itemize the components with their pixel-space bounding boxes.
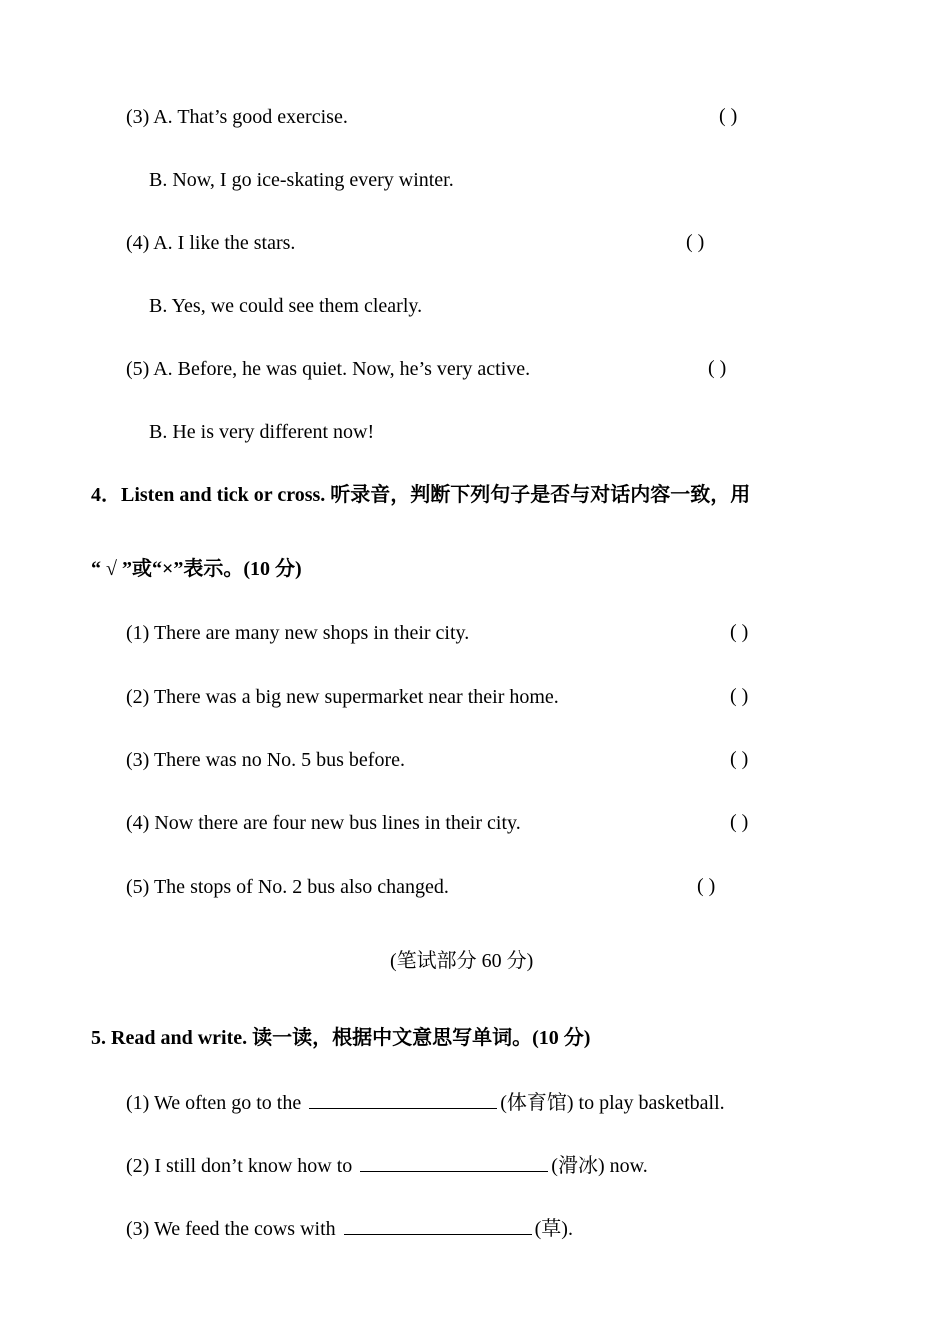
item-number: (1) bbox=[126, 622, 150, 644]
q3-item-5-option-a bbox=[126, 357, 530, 381]
answer-paren[interactable]: ( ) bbox=[697, 875, 716, 897]
item-number: (5) bbox=[126, 876, 150, 898]
section-4-heading: 4．Listen and tick or cross. 听录音，判断下列句子是否与对话内容一致，用 bbox=[91, 484, 751, 506]
s4-item-5 bbox=[126, 875, 449, 899]
answer-paren[interactable]: ( ) bbox=[686, 231, 705, 253]
section-4-heading-cont: “ √ ”或“×”表示。(10 分) bbox=[91, 558, 302, 580]
item-text: There are many new shops in their city. bbox=[153, 622, 470, 644]
item-number: (4) bbox=[126, 232, 150, 254]
answer-paren[interactable]: ( ) bbox=[730, 748, 749, 770]
item-number: (1) bbox=[126, 1092, 150, 1114]
item-text-before: We feed the cows with bbox=[153, 1218, 336, 1240]
chinese-hint: (草) bbox=[534, 1218, 568, 1240]
answer-paren[interactable]: ( ) bbox=[730, 621, 749, 643]
item-text-after: now. bbox=[604, 1155, 648, 1177]
q3-item-4-option-a bbox=[126, 231, 295, 255]
s4-item-4 bbox=[126, 811, 521, 835]
section-5-heading: 5. Read and write. 读一读，根据中文意思写单词。(10 分) bbox=[91, 1027, 591, 1049]
item-text: There was a big new supermarket near their home. bbox=[153, 686, 559, 708]
item-number: (3) bbox=[126, 1218, 150, 1240]
answer-paren[interactable]: ( ) bbox=[730, 685, 749, 707]
s5-item-3 bbox=[126, 1216, 573, 1241]
item-number: (5) bbox=[126, 358, 150, 380]
item-number: (2) bbox=[126, 686, 150, 708]
written-part-label: (笔试部分 60 分) bbox=[390, 950, 534, 972]
item-number: (3) bbox=[126, 749, 150, 771]
item-number: (4) bbox=[126, 812, 150, 834]
s5-item-2 bbox=[126, 1153, 648, 1178]
item-number: (2) bbox=[126, 1155, 150, 1177]
chinese-hint: (体育馆) bbox=[500, 1092, 574, 1114]
s5-item-1 bbox=[126, 1090, 725, 1115]
item-text: Now there are four new bus lines in their city. bbox=[154, 812, 521, 834]
q3-item-3-option-b: B. Now, I go ice-skating every winter. bbox=[149, 169, 454, 191]
answer-paren[interactable]: ( ) bbox=[708, 357, 727, 379]
chinese-hint: (滑冰) bbox=[551, 1155, 605, 1177]
fill-blank[interactable] bbox=[344, 1216, 532, 1235]
item-number: (3) bbox=[126, 106, 150, 128]
option-a-text: A. Before, he was quiet. Now, he’s very active. bbox=[153, 358, 531, 380]
q3-item-5-option-b: B. He is very different now! bbox=[149, 421, 375, 443]
option-a-text: A. That’s good exercise. bbox=[153, 106, 348, 128]
answer-paren[interactable]: ( ) bbox=[730, 811, 749, 833]
item-text: The stops of No. 2 bus also changed. bbox=[153, 876, 449, 898]
item-text-before: I still don’t know how to bbox=[154, 1155, 353, 1177]
fill-blank[interactable] bbox=[360, 1153, 548, 1172]
q3-item-3-option-a bbox=[126, 105, 348, 129]
s4-item-3 bbox=[126, 748, 405, 772]
s4-item-2 bbox=[126, 685, 559, 709]
fill-blank[interactable] bbox=[309, 1090, 497, 1109]
item-text-after: to play basketball. bbox=[573, 1092, 725, 1114]
q3-item-4-option-b: B. Yes, we could see them clearly. bbox=[149, 295, 423, 317]
item-text: There was no No. 5 bus before. bbox=[153, 749, 406, 771]
s4-item-1 bbox=[126, 621, 469, 645]
option-a-text: A. I like the stars. bbox=[153, 232, 296, 254]
item-text-after: . bbox=[567, 1218, 573, 1240]
item-text-before: We often go to the bbox=[153, 1092, 302, 1114]
answer-paren[interactable]: ( ) bbox=[719, 105, 738, 127]
